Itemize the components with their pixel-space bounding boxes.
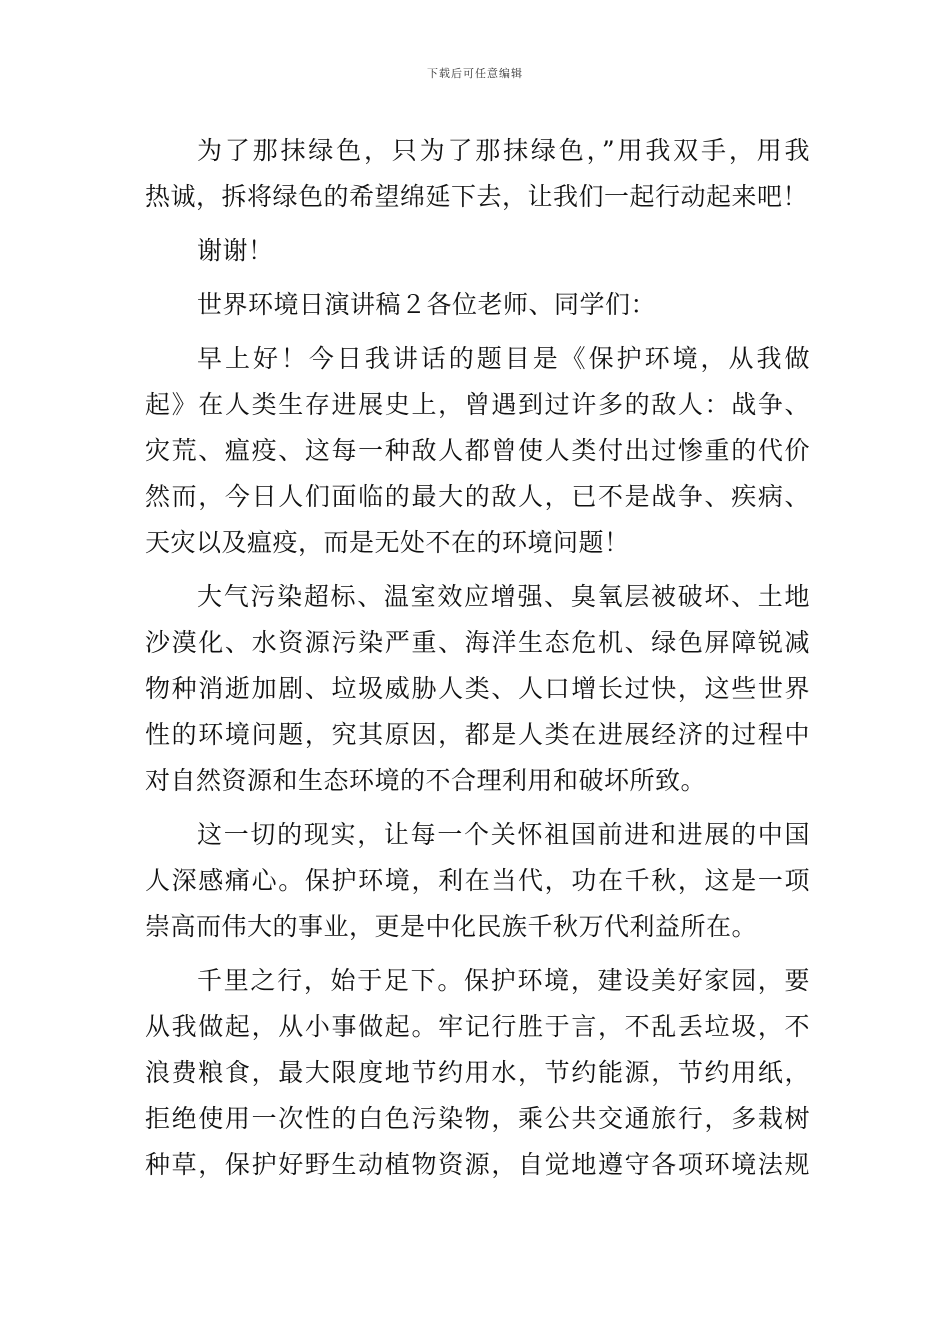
text-line: 灾荒、瘟疫、这每一种敌人都曾使人类付出过惨重的代价 bbox=[145, 436, 810, 465]
text-line: 拒绝使用一次性的白色污染物，乘公共交通旅行，多栽树 bbox=[145, 1104, 810, 1133]
paragraph bbox=[145, 574, 810, 804]
document-body bbox=[145, 128, 810, 1196]
paragraph bbox=[145, 958, 810, 1188]
text-line: 为了那抹绿色，只为了那抹绿色，”用我双手，用我 bbox=[197, 136, 810, 165]
text-line: 人深感痛心。保护环境，利在当代，功在千秋，这是一项 bbox=[145, 866, 810, 895]
text-line: 大气污染超标、温室效应增强、臭氧层被破坏、土地 bbox=[197, 582, 810, 611]
text-line: 然而，今日人们面临的最大的敌人，已不是战争、疾病、 bbox=[145, 482, 810, 511]
text-line: 崇高而伟大的事业，更是中化民族千秋万代利益所在。 bbox=[145, 912, 758, 941]
text-line: 种草，保护好野生动植物资源，自觉地遵守各项环境法规 bbox=[145, 1150, 810, 1179]
text-line: 这一切的现实，让每一个关怀祖国前进和进展的中国 bbox=[197, 820, 810, 849]
text-line: 谢谢！ bbox=[197, 236, 274, 265]
text-line: 沙漠化、水资源污染严重、海洋生态危机、绿色屏障锐减 bbox=[145, 628, 810, 657]
text-line: 对自然资源和生态环境的不合理利用和破坏所致。 bbox=[145, 766, 707, 795]
text-line: 千里之行，始于足下。保护环境，建设美好家园，要 bbox=[197, 966, 810, 995]
text-line: 天灾以及瘟疫，而是无处不在的环境问题！ bbox=[145, 528, 630, 557]
text-line: 物种消逝加剧、垃圾威胁人类、人口增长过快，这些世界 bbox=[145, 674, 810, 703]
text-line: 起》在人类生存进展史上，曾遇到过许多的敌人：战争、 bbox=[145, 390, 810, 419]
text-line: 早上好！今日我讲话的题目是《保护环境，从我做 bbox=[197, 344, 810, 373]
page-header: 下载后可任意编辑 bbox=[427, 67, 523, 80]
paragraph bbox=[145, 228, 810, 274]
text-line: 从我做起，从小事做起。牢记行胜于言，不乱丢垃圾，不 bbox=[145, 1012, 810, 1041]
paragraph bbox=[145, 128, 810, 220]
paragraph bbox=[145, 282, 810, 328]
text-line: 浪费粮食，最大限度地节约用水，节约能源，节约用纸， bbox=[145, 1058, 810, 1087]
text-line: 性的环境问题，究其原因，都是人类在进展经济的过程中 bbox=[145, 720, 810, 749]
text-line: 世界环境日演讲稿２各位老师、同学们： bbox=[197, 290, 657, 319]
paragraph bbox=[145, 336, 810, 566]
text-line: 热诚，拆将绿色的希望绵延下去，让我们一起行动起来吧！ bbox=[145, 182, 809, 211]
paragraph bbox=[145, 812, 810, 950]
